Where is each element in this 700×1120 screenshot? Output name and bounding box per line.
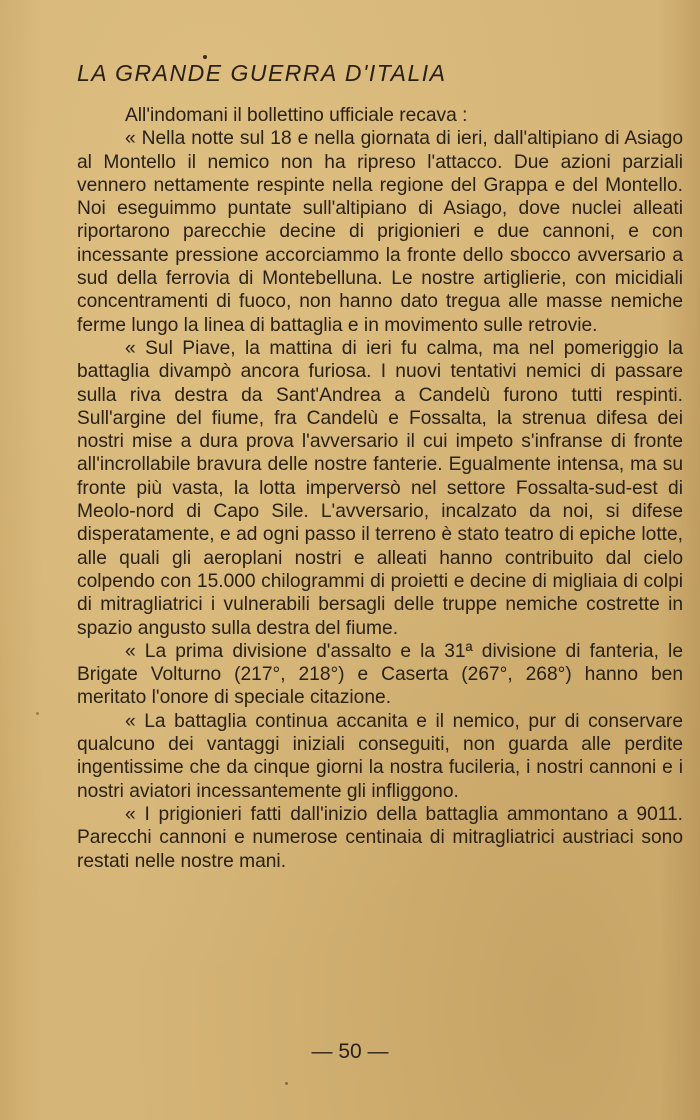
paper-speck bbox=[203, 55, 207, 59]
book-page bbox=[77, 58, 683, 873]
page-body bbox=[77, 104, 683, 873]
paragraph-1: « Nella notte sul 18 e nella giornata di ieri, dall'altipiano di Asiago al Montello il nemico non ha ripreso l'attacco. Due azioni parziali vennero nettamente respinte nella regione del Grappa e del Montello. Noi eseguimmo puntate sull'altipiano di Asiago, dove nuclei alleati riportarono parecchie decine di prigionieri e due cannoni, e con incessante pressione accorciammo la fronte dello sbocco avversario a sud della ferrovia di Montebelluna. Le nostre artiglierie, con micidiali concentramenti di fuoco, non hanno dato tregua alle masse nemiche ferme lungo la linea di battaglia e in movimento sulle retrovie. bbox=[77, 128, 683, 336]
paper-speck bbox=[285, 1082, 288, 1085]
paragraph-5: « I prigionieri fatti dall'inizio della battaglia ammontano a 9011. Parecchi cannoni e numerose centinaia di mitragliatrici austriaci sono restati nelle nostre mani. bbox=[77, 803, 683, 872]
paragraph-4: « La battaglia continua accanita e il nemico, pur di conservare qualcuno dei vantaggi iniziali conseguiti, non guarda alle perdite ingentissime che da cinque giorni la nostra fucileria, i nostri cannoni e i nostri aviatori incessantemente gli infliggono. bbox=[77, 710, 683, 802]
paper-speck bbox=[36, 712, 39, 715]
intro-line: All'indomani il bollettino ufficiale recava : bbox=[125, 105, 468, 126]
paragraph-3: « La prima divisione d'assalto e la 31ª divisione di fanteria, le Brigate Volturno (217°, 218°) e Caserta (267°, 268°) hanno ben meritato l'onore di speciale citazione. bbox=[77, 640, 683, 709]
running-title: LA GRANDE GUERRA D'ITALIA bbox=[77, 60, 447, 86]
paragraph-2: « Sul Piave, la mattina di ieri fu calma, ma nel pomeriggio la battaglia divampò ancora furiosa. I nuovi tentativi nemici di passare sulla riva destra da Sant'Andrea a Candelù furono tutti respinti. Sull'argine del fiume, fra Candelù e Fossalta, la strenua difesa dei nostri mise a dura prova l'avversario il cui impeto s'infranse di fronte all'incrollabile bravura delle nostre fanterie. Egualmente intensa, ma su fronte più vasta, la lotta imperversò nel settore Fossalta-sud-est di Meolo-nord di Capo Sile. L'avversario, incalzato da noi, si difese disperatamente, e ad ogni passo il terreno è stato teatro di epiche lotte, alle quali gli aeroplani nostri e alleati hanno contribuito dal cielo colpendo con 15.000 chilogrammi di proietti e decine di migliaia di colpi di mitragliatrici i vulnerabili bersagli delle truppe nemiche costrette in spazio angusto sulla destra del fiume. bbox=[77, 337, 683, 639]
page-number: — 50 — bbox=[311, 1040, 389, 1063]
